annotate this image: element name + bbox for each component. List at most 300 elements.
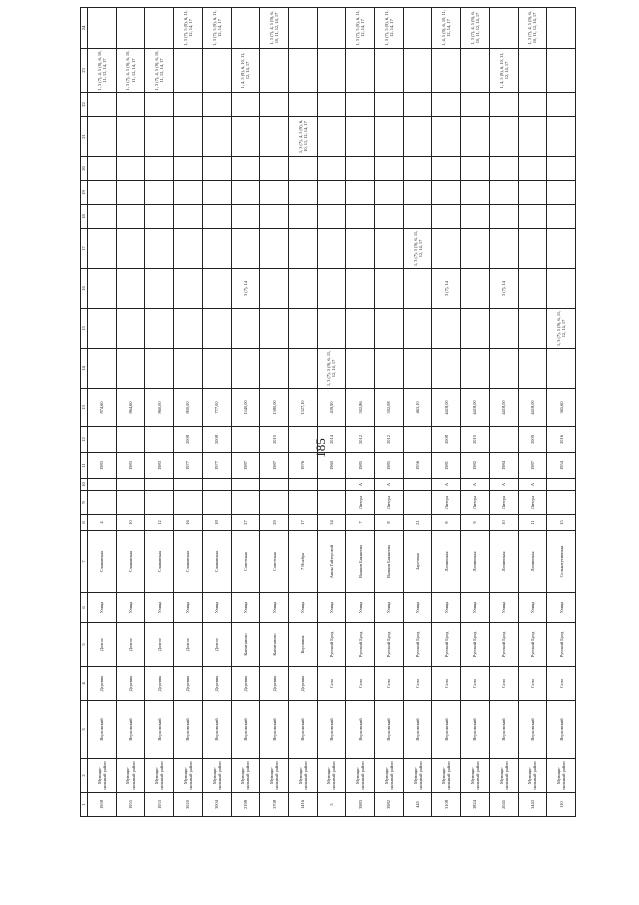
table-cell [346,157,375,181]
table-cell: Советская [231,531,260,593]
table-cell: 592,08 [375,389,404,427]
table-cell [231,491,260,515]
table-cell [375,49,404,93]
table-cell: 1416 [288,793,317,817]
table-cell: Улица [518,593,547,623]
table-cell [260,491,289,515]
table-cell [288,479,317,491]
table-cell [145,427,174,453]
table-cell [432,93,461,117]
table-cell: Верховский [375,701,404,759]
table-cell [88,479,117,491]
table-cell [346,229,375,269]
table-cell [202,491,231,515]
table-cell: Село [346,667,375,701]
table-cell: Славянская [88,531,117,593]
table-cell: 11 [518,515,547,531]
table-cell: Ленинская [432,531,461,593]
table-cell: Муници-пальный район [317,759,346,793]
table-cell [231,349,260,389]
table-cell [346,49,375,93]
table-cell [231,479,260,491]
table-cell: 1985 [375,453,404,479]
table-cell [202,205,231,229]
table-row [375,8,404,817]
table-cell [231,157,260,181]
table-cell [547,157,576,181]
table-cell: 2010 [260,427,289,453]
table-row [288,8,317,817]
table-cell: 1340,00 [231,389,260,427]
table-cell: А [346,479,375,491]
table-cell: Деревня [145,667,174,701]
table-cell [231,229,260,269]
table-cell: Село [432,667,461,701]
table-cell [489,205,518,229]
table-cell: 1977 [174,453,203,479]
table-cell [260,479,289,491]
table-cell [518,157,547,181]
table-cell: 1976 [288,453,317,479]
table-cell [489,309,518,349]
table-cell [403,157,432,181]
table-cell [346,205,375,229]
table-cell: 1985 [346,453,375,479]
table-cell: 2008 [174,427,203,453]
table-cell: 2012 [346,427,375,453]
table-cell [260,157,289,181]
table-cell [317,491,346,515]
table-cell: Анны Гайтеровой [317,531,346,593]
table-cell [88,269,117,309]
table-cell: Верховский [231,701,260,759]
table-cell: 592,86 [346,389,375,427]
table-cell [202,49,231,93]
table-cell [518,309,547,349]
table-row [260,8,289,817]
table-cell: Улица [317,593,346,623]
table-cell: Верховский [202,701,231,759]
table-cell: 1, 3 (7), 4, 5 (9), 6, 10, 11, 12, 14, 17 [461,8,490,49]
table-cell: Село [518,667,547,701]
table-cell [202,479,231,491]
table-cell: 18 [202,515,231,531]
table-cell [403,491,432,515]
table-row [403,8,432,817]
table-cell [346,269,375,309]
table-cell [88,157,117,181]
table-cell: Муници-пальный район [375,759,404,793]
table-cell [260,181,289,205]
table-cell [375,309,404,349]
table-cell: Литера [346,491,375,515]
table-cell: 2008 [432,427,461,453]
table-cell [547,229,576,269]
table-row [88,8,117,817]
table-cell: Славянская [145,531,174,593]
table-cell [116,349,145,389]
table-cell: 2010 [461,427,490,453]
table-cell [317,309,346,349]
table-cell: Муници-пальный район [174,759,203,793]
table-cell: Коровина [288,623,317,667]
table-cell [489,427,518,453]
table-cell [547,181,576,205]
table-cell [145,269,174,309]
table-cell [116,479,145,491]
table-cell: Улица [260,593,289,623]
table-cell [202,93,231,117]
table-cell [547,93,576,117]
table-cell [432,157,461,181]
table-cell: Русский Брод [375,623,404,667]
table-cell: 1, 4, 5 (9), 6, 10, 11, 12, 14, 17 [432,8,461,49]
table-cell: 110 [547,793,576,817]
table-cell: 1981 [432,453,461,479]
table-cell [489,349,518,389]
table-cell [489,229,518,269]
table-row [432,8,461,817]
table-cell: 4 [88,515,117,531]
table-cell [346,117,375,157]
table-cell: Улица [375,593,404,623]
table-cell: Улица [116,593,145,623]
table-cell: Село [489,667,518,701]
table-cell [518,181,547,205]
table-cell [116,427,145,453]
table-cell: 1987 [518,453,547,479]
table-cell: Советская [260,531,289,593]
table-cell [116,205,145,229]
table-cell [145,479,174,491]
table-row [174,8,203,817]
rotated-table-container [80,10,576,817]
column-header: 7 [81,531,88,593]
table-cell: 1, 3 (7), 4, 5 (9), 6, 10, 11, 12, 14, 17 [88,49,117,93]
table-cell: 34 [317,515,346,531]
table-cell: Село [403,667,432,701]
table-cell: Муници-пальный район [88,759,117,793]
table-cell: Улица [547,593,576,623]
table-cell: Улица [88,593,117,623]
table-cell [375,229,404,269]
table-cell: Улица [202,593,231,623]
table-cell: 15 [547,515,576,531]
table-cell [145,93,174,117]
table-cell [88,205,117,229]
table-cell [461,205,490,229]
table-cell [375,205,404,229]
table-cell [174,269,203,309]
table-cell: 16 [174,515,203,531]
table-cell [288,427,317,453]
table-cell [403,117,432,157]
table-cell: Муници-пальный район [547,759,576,793]
table-cell: 2009 [518,427,547,453]
table-cell [116,8,145,49]
column-header: 15 [81,309,88,349]
table-cell: Русский Брод [489,623,518,667]
table-cell: Улица [145,593,174,623]
table-cell [518,269,547,309]
table-cell [547,269,576,309]
table-cell: 1, 3 (7), 4, 5 (9), 6, 10, 11, 12, 14, 17 [260,8,289,49]
table-cell [461,349,490,389]
table-cell: Улица [346,593,375,623]
table-cell: 864,60 [116,389,145,427]
table-cell [231,93,260,117]
table-cell: Деревня [174,667,203,701]
table-cell [461,157,490,181]
table-cell [317,8,346,49]
column-header: 1 [81,793,88,817]
table-cell: 1, 3 (7), 5 (9), 6, 11, 12, 14, 17 [202,8,231,49]
table-cell [489,8,518,49]
column-header: 20 [81,157,88,181]
table-cell: Деревня [88,667,117,701]
table-cell: Валкин Бакшеева [375,531,404,593]
table-cell [202,309,231,349]
table-cell [145,491,174,515]
table-cell [174,117,203,157]
table-cell [116,269,145,309]
column-header: 22 [81,93,88,117]
table-cell: 3 (7), 14 [432,269,461,309]
table-cell [88,93,117,117]
table-cell: Улица [403,593,432,623]
table-cell: Муници-пальный район [202,759,231,793]
table-cell [260,309,289,349]
table-cell: 10 [489,515,518,531]
table-cell: 8 [432,515,461,531]
table-row [231,8,260,817]
table-cell: Село [317,667,346,701]
table-cell: Долгое [145,623,174,667]
table-cell [88,229,117,269]
table-cell [461,309,490,349]
column-header: 12 [81,427,88,453]
table-cell: Русский Брод [432,623,461,667]
table-cell: Село [375,667,404,701]
table-cell: 5 [317,793,346,817]
table-cell: 3 (7), 14 [489,269,518,309]
table-cell: Улица [174,593,203,623]
table-cell: Село [461,667,490,701]
table-cell: 2012 [375,427,404,453]
table-cell: 1954 [547,453,576,479]
table-cell: 3983 [346,793,375,817]
table-cell: Село [547,667,576,701]
table-cell [260,117,289,157]
table-cell [288,309,317,349]
table-cell [518,205,547,229]
table-cell [375,349,404,389]
table-cell: 2008 [202,427,231,453]
table-cell [202,229,231,269]
table-cell [317,229,346,269]
table-cell: 3824 [461,793,490,817]
table-cell: 3004 [202,793,231,817]
table-cell [145,157,174,181]
table-cell: 1, 3 (7), 4, 5 (9), 6, 10, 11, 12, 14, 17 [288,117,317,157]
table-cell [288,157,317,181]
table-cell [145,229,174,269]
column-header: 16 [81,269,88,309]
table-cell [202,117,231,157]
table-cell [145,117,174,157]
table-cell: 1958 [88,793,117,817]
table-row [518,8,547,817]
table-cell: А [489,479,518,491]
table-cell [375,117,404,157]
table-cell [288,181,317,205]
table-cell [116,229,145,269]
table-cell [174,491,203,515]
table-cell [317,205,346,229]
table-cell: 3443 [518,793,547,817]
table-cell: 1327,10 [288,389,317,427]
table-cell [231,205,260,229]
table-cell: 4418,00 [461,389,490,427]
table-cell [288,349,317,389]
table-cell: Верховский [346,701,375,759]
table-cell: 2045 [489,793,518,817]
table-cell [547,479,576,491]
table-cell [317,117,346,157]
table-cell: Верховский [116,701,145,759]
table-cell [174,49,203,93]
table-cell [403,93,432,117]
table-cell: Верховский [88,701,117,759]
table-cell [260,229,289,269]
table-cell [403,309,432,349]
table-cell: 2198 [231,793,260,817]
table-cell: 1983 [145,453,174,479]
table-cell: Улица [288,593,317,623]
table-cell: 860,00 [145,389,174,427]
table-cell: 1, 3 (7), 4, 5 (9), 6, 10, 11, 12, 14, 17 [116,49,145,93]
table-cell: Русский Брод [518,623,547,667]
table-cell: Муници-пальный район [116,759,145,793]
table-cell: 1, 3 (7), 5 (9), 6, 11, 12, 14, 17 [317,349,346,389]
table-cell: 874,60 [88,389,117,427]
column-header: 19 [81,181,88,205]
table-cell: Литера [432,491,461,515]
table-cell [317,269,346,309]
table-cell [518,117,547,157]
table-cell [231,117,260,157]
table-cell [288,269,317,309]
table-cell: Муници-пальный район [518,759,547,793]
table-cell: Улица [432,593,461,623]
table-cell: 777,00 [202,389,231,427]
table-cell: 1955 [116,793,145,817]
table-cell [489,181,518,205]
table-cell: 1953 [145,793,174,817]
table-cell [489,93,518,117]
table-cell: Муници-пальный район [403,759,432,793]
column-header: 9 [81,491,88,515]
table-cell [547,8,576,49]
table-cell: 2014 [317,427,346,453]
table-cell: 1, 3 (7), 4, 5 (9), 6, 10, 11, 12, 14, 17 [145,49,174,93]
table-cell: Муници-пальный район [260,759,289,793]
table-cell: 9 [461,515,490,531]
table-cell: 2016 [547,427,576,453]
table-cell [346,349,375,389]
table-cell: 1, 3 (7), 5 (9), 6, 11, 12, 14, 17 [547,309,576,349]
table-cell [461,229,490,269]
table-cell [260,349,289,389]
table-cell [317,157,346,181]
table-cell [288,8,317,49]
table-cell: 1, 3 (7), 4, 5 (9), 6, 10, 11, 12, 14, 17 [518,8,547,49]
table-cell: 1982 [461,453,490,479]
table-cell: 3020 [174,793,203,817]
table-cell [403,205,432,229]
table-cell [174,349,203,389]
table-cell: Валкин Бакшеева [346,531,375,593]
table-cell [432,117,461,157]
table-cell: Русский Брод [346,623,375,667]
table-cell: Муници-пальный район [461,759,490,793]
table-row [116,8,145,817]
table-cell [231,8,260,49]
table-cell [403,181,432,205]
table-row [346,8,375,817]
table-cell [88,309,117,349]
table-cell [518,349,547,389]
table-cell: Улица [489,593,518,623]
table-cell: Литера [461,491,490,515]
table-cell: Русский Брод [317,623,346,667]
table-cell [145,205,174,229]
table-cell: 7 Ноября [288,531,317,593]
table-row [317,8,346,817]
table-cell [403,8,432,49]
table-cell: Литера [489,491,518,515]
table-cell: Долгое [88,623,117,667]
table-cell [288,205,317,229]
table-cell [288,229,317,269]
table-cell: 463,10 [403,389,432,427]
column-header: 17 [81,229,88,269]
table-cell [403,427,432,453]
table-cell [403,479,432,491]
table-row [489,8,518,817]
table-cell [116,157,145,181]
table-cell [116,181,145,205]
table-cell: Селькотутинская [547,531,576,593]
table-cell [547,349,576,389]
page-number: 185 [312,438,328,458]
table-cell: Деревня [260,667,289,701]
table-cell [346,181,375,205]
table-cell: Муници-пальный район [288,759,317,793]
table-cell [260,269,289,309]
table-cell [174,181,203,205]
table-cell: Капитаново [231,623,260,667]
table-cell: Славянская [116,531,145,593]
table-cell [174,205,203,229]
table-cell [145,309,174,349]
table-cell [403,349,432,389]
column-header: 2 [81,759,88,793]
table-cell [432,49,461,93]
table-cell [317,93,346,117]
table-body [88,8,576,817]
table-cell [88,117,117,157]
